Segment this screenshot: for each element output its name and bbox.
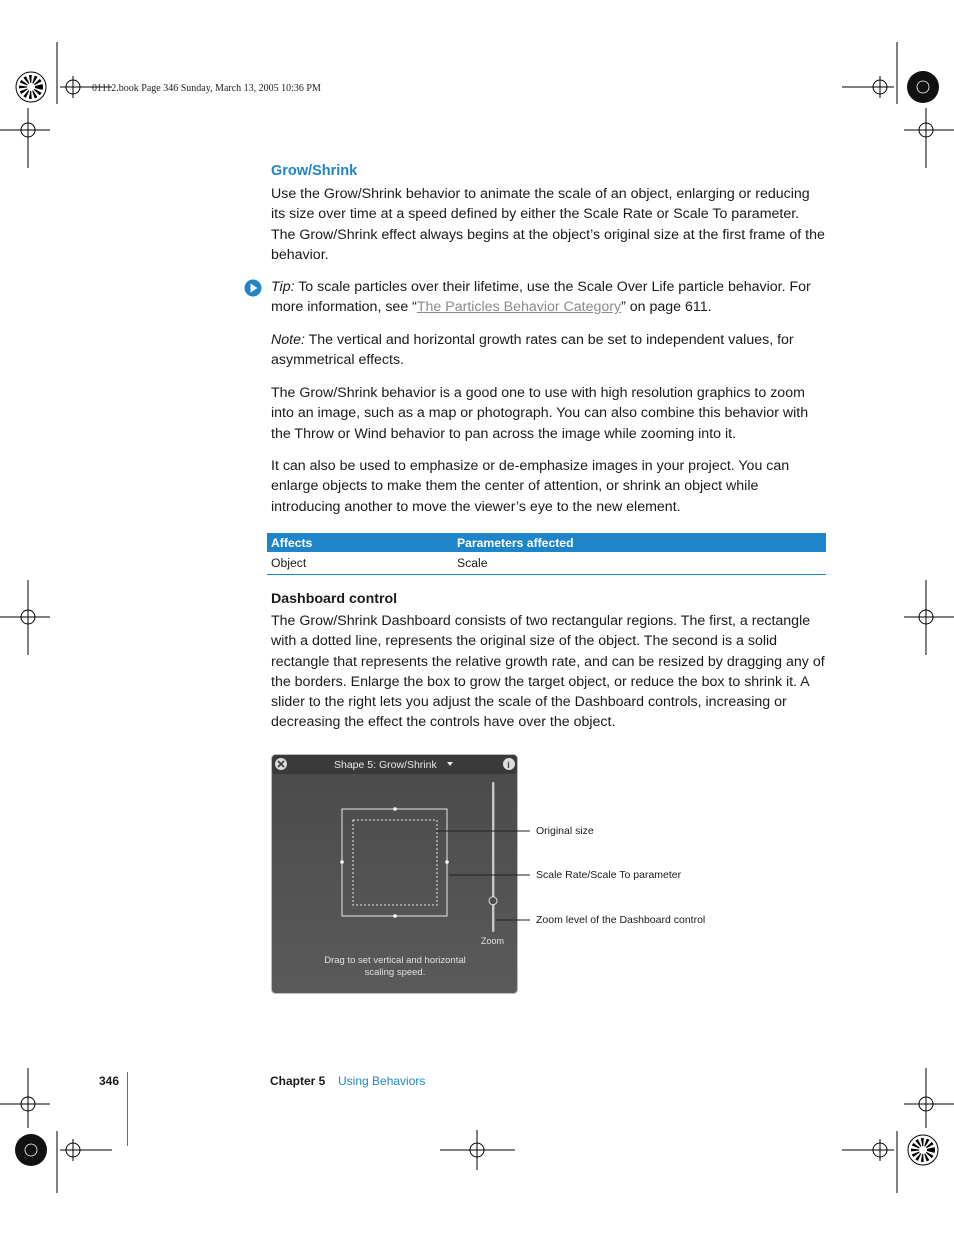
callout-lines — [430, 825, 530, 925]
parameters-table — [267, 533, 826, 575]
tip-paragraph — [271, 277, 827, 318]
note-paragraph — [271, 330, 827, 371]
dashboard-paragraph — [271, 611, 827, 733]
dashboard-text: The Grow/Shrink Dashboard consists of two rectangular regions. The first, a rectangle with a dotted line, represents the original size of the object. The second is a solid rectangle that represents the relative growth rate, and can be resized by dragging any of the borders. Enlarge the box to grow the target object, or reduce the box to shrink it. A slider to the right lets you adjust the scale of the Dashboard controls, increasing or decreasing the effect the controls have over the object. — [271, 613, 825, 731]
info-icon[interactable] — [503, 758, 515, 770]
tip-arrow-icon — [244, 279, 262, 297]
table-cell-affects: Object — [267, 552, 453, 575]
body-paragraph-2: It can also be used to emphasize or de-emphasize images in your project. You can enlarge objects to make them the center of attention, or shrink an object while introducing another to move the viewer’s eye to the new element. — [271, 458, 790, 515]
footer-divider — [127, 1072, 128, 1146]
table-row — [267, 552, 826, 575]
section-title: Grow/Shrink — [271, 163, 358, 179]
table-header-parameters: Parameters affected — [453, 533, 826, 552]
table-header-affects: Affects — [267, 533, 453, 552]
intro-paragraph — [271, 184, 827, 265]
callout-original-size: Original size — [536, 825, 594, 837]
left-handle[interactable] — [340, 860, 344, 864]
dashboard-heading: Dashboard control — [271, 591, 398, 607]
tip-text-before: To scale particles over their lifetime, use the Scale Over Life particle behavior. For more information, see “ — [271, 279, 811, 316]
note-text: The vertical and horizontal growth rates can be set to independent values, for asymmetrical effects. — [271, 332, 794, 369]
zoom-label: Zoom — [481, 936, 505, 946]
tip-text-after: ” on page 611. — [621, 299, 712, 316]
body-paragraph-1: The Grow/Shrink behavior is a good one to use with high resolution graphics to zoom into an image, such as a map or photograph. You can also combine this behavior with the Throw or Wind behavior to pan across the image while zooming into it. — [271, 385, 809, 442]
table-cell-parameters: Scale — [453, 552, 826, 575]
hud-title[interactable]: Shape 5: Grow/Shrink — [334, 759, 437, 771]
hud-hint-line-2: scaling speed. — [364, 967, 426, 978]
intro-text: Use the Grow/Shrink behavior to animate the scale of an object, enlarging or reducing its size over time at a speed defined by either the Scale Rate or Scale To parameter. The Grow/Shrink effect always begins at the object’s original size at the first frame of the behavior. — [271, 186, 825, 263]
print-header: 01112.book Page 346 Sunday, March 13, 2005 10:36 PM — [92, 83, 321, 94]
close-icon[interactable] — [275, 758, 287, 770]
body-paragraph — [271, 456, 827, 517]
particles-behavior-link[interactable]: The Particles Behavior Category — [416, 299, 622, 316]
footer-chapter-title: Using Behaviors — [338, 1074, 426, 1088]
note-label: Note: — [271, 332, 305, 348]
page-number: 346 — [99, 1074, 120, 1088]
callout-zoom-level: Zoom level of the Dashboard control — [536, 914, 706, 926]
bottom-handle[interactable] — [393, 914, 397, 918]
hud-hint-line-1: Drag to set vertical and horizontal — [324, 955, 466, 966]
footer-chapter: Chapter 5 — [270, 1074, 326, 1088]
tip-label: Tip: — [271, 279, 295, 295]
svg-text:i: i — [507, 760, 510, 770]
body-paragraph — [271, 383, 827, 444]
table-header-row — [267, 533, 826, 552]
top-handle[interactable] — [393, 807, 397, 811]
callout-scale-rate: Scale Rate/Scale To parameter — [536, 869, 682, 881]
